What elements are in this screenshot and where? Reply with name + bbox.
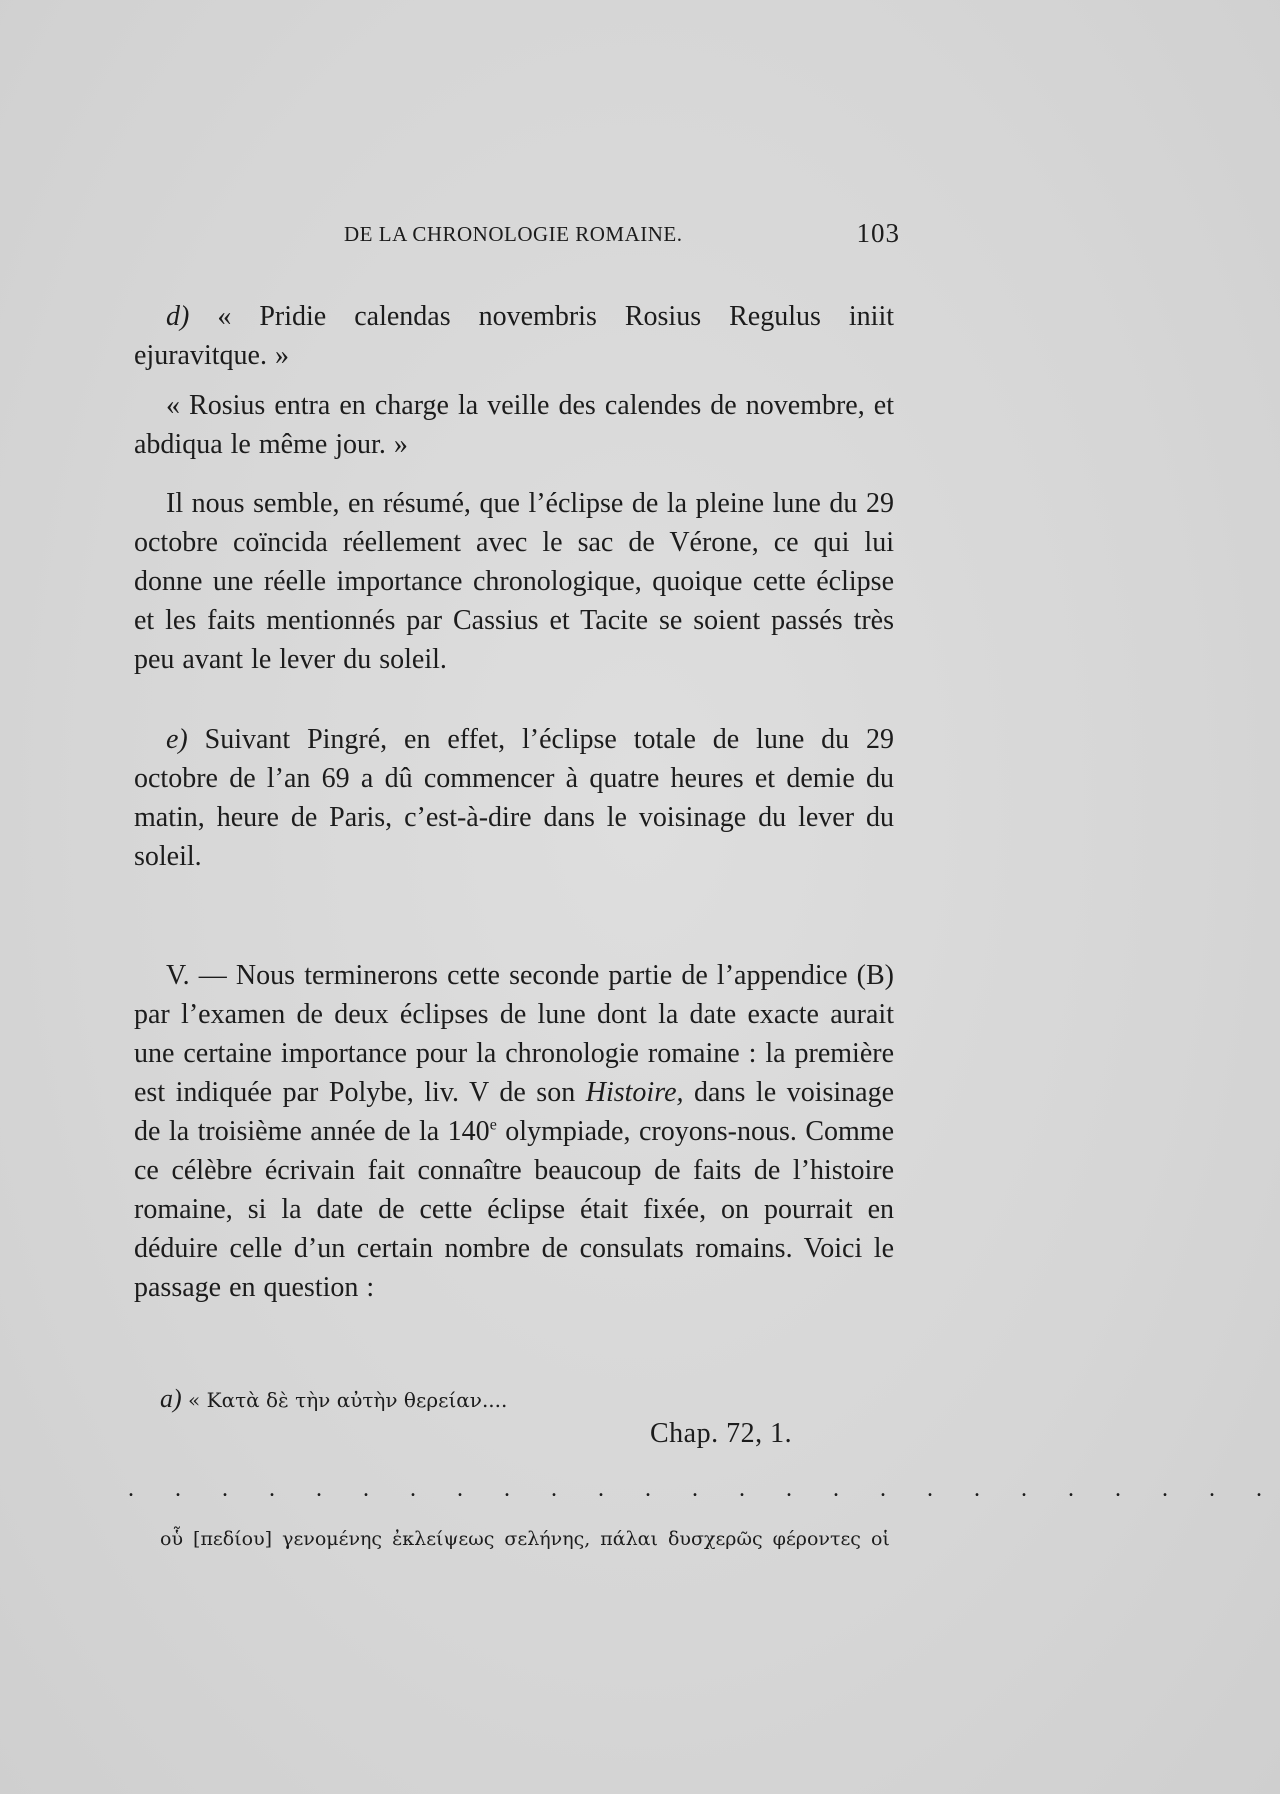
ellipsis-dots: . . . . . . . . . . . . . . . . . . . . . . . . . <box>128 1476 1280 1502</box>
paragraph-rosius-text: « Rosius entra en charge la veille des calendes de novembre, et abdiqua le même jour. » <box>134 390 894 460</box>
quote-label-a: a) <box>160 1384 182 1413</box>
greek-line-2: οὗ [πεδίου] γενομένης ἐκλείψεως σελήνης, πάλαι δυσχερῶς φέροντες οἱ <box>160 1528 890 1550</box>
paragraph-label-e: e) <box>166 724 188 755</box>
section-v-italic-title: Histoire, <box>585 1077 684 1108</box>
paragraph-d-text: « Pridie calendas novembris Rosius Regulus iniit ejuravitque. » <box>134 301 895 371</box>
greek-quote-opening <box>160 1384 507 1415</box>
paragraph-e-text: Suivant Pingré, en effet, l’éclipse totale de lune du 29 octobre de l’an 69 a dû commencer à quatre heures et demie du matin, heure de Paris, c’est-à-dire dans le voisinage du lever du soleil. <box>134 724 894 872</box>
paragraph-summary <box>134 484 894 679</box>
paragraph-e <box>134 720 894 876</box>
chapter-reference: Chap. 72, 1. <box>650 1418 793 1449</box>
running-head <box>134 218 900 254</box>
paragraph-d <box>134 297 894 375</box>
greek-line-1: « Κατὰ δὲ τὴν αὐτὴν θερείαν.... <box>188 1388 508 1412</box>
section-v-text-3: olympiade, croyons-nous. Comme ce célèbre écrivain fait connaître beaucoup de faits de l’histoire romaine, si la date de cette éclipse était fixée, on pourrait en déduire celle d’un certain nombre de consulats romains. Voici le passage en question : <box>134 1116 894 1303</box>
paragraph-label-d: d) <box>166 301 190 332</box>
running-title: DE LA CHRONOLOGIE ROMAINE. <box>344 222 683 246</box>
section-v-text-2: dans le voisinage de la troisième année de la 140 <box>134 1077 894 1147</box>
ordinal-superscript: e <box>489 1116 497 1134</box>
page-number: 103 <box>856 218 900 248</box>
section-v-text-1: V. — Nous terminerons cette seconde partie de l’appendice (B) par l’examen de deux éclipses de lune dont la date exacte aurait une certaine importance pour la chronologie romaine : la première est indiquée par Polybe, liv. V de son <box>134 960 894 1108</box>
paragraph-summary-text: Il nous semble, en résumé, que l’éclipse de la pleine lune du 29 octobre coïncida réellement avec le sac de Vérone, ce qui lui donne une réelle importance chronologique, quoique cette éclipse et les faits mentionnés par Cassius et Tacite se soient passés très peu avant le lever du soleil. <box>134 488 894 675</box>
paragraph-rosius <box>134 386 894 464</box>
paragraph-section-v <box>134 956 894 1307</box>
